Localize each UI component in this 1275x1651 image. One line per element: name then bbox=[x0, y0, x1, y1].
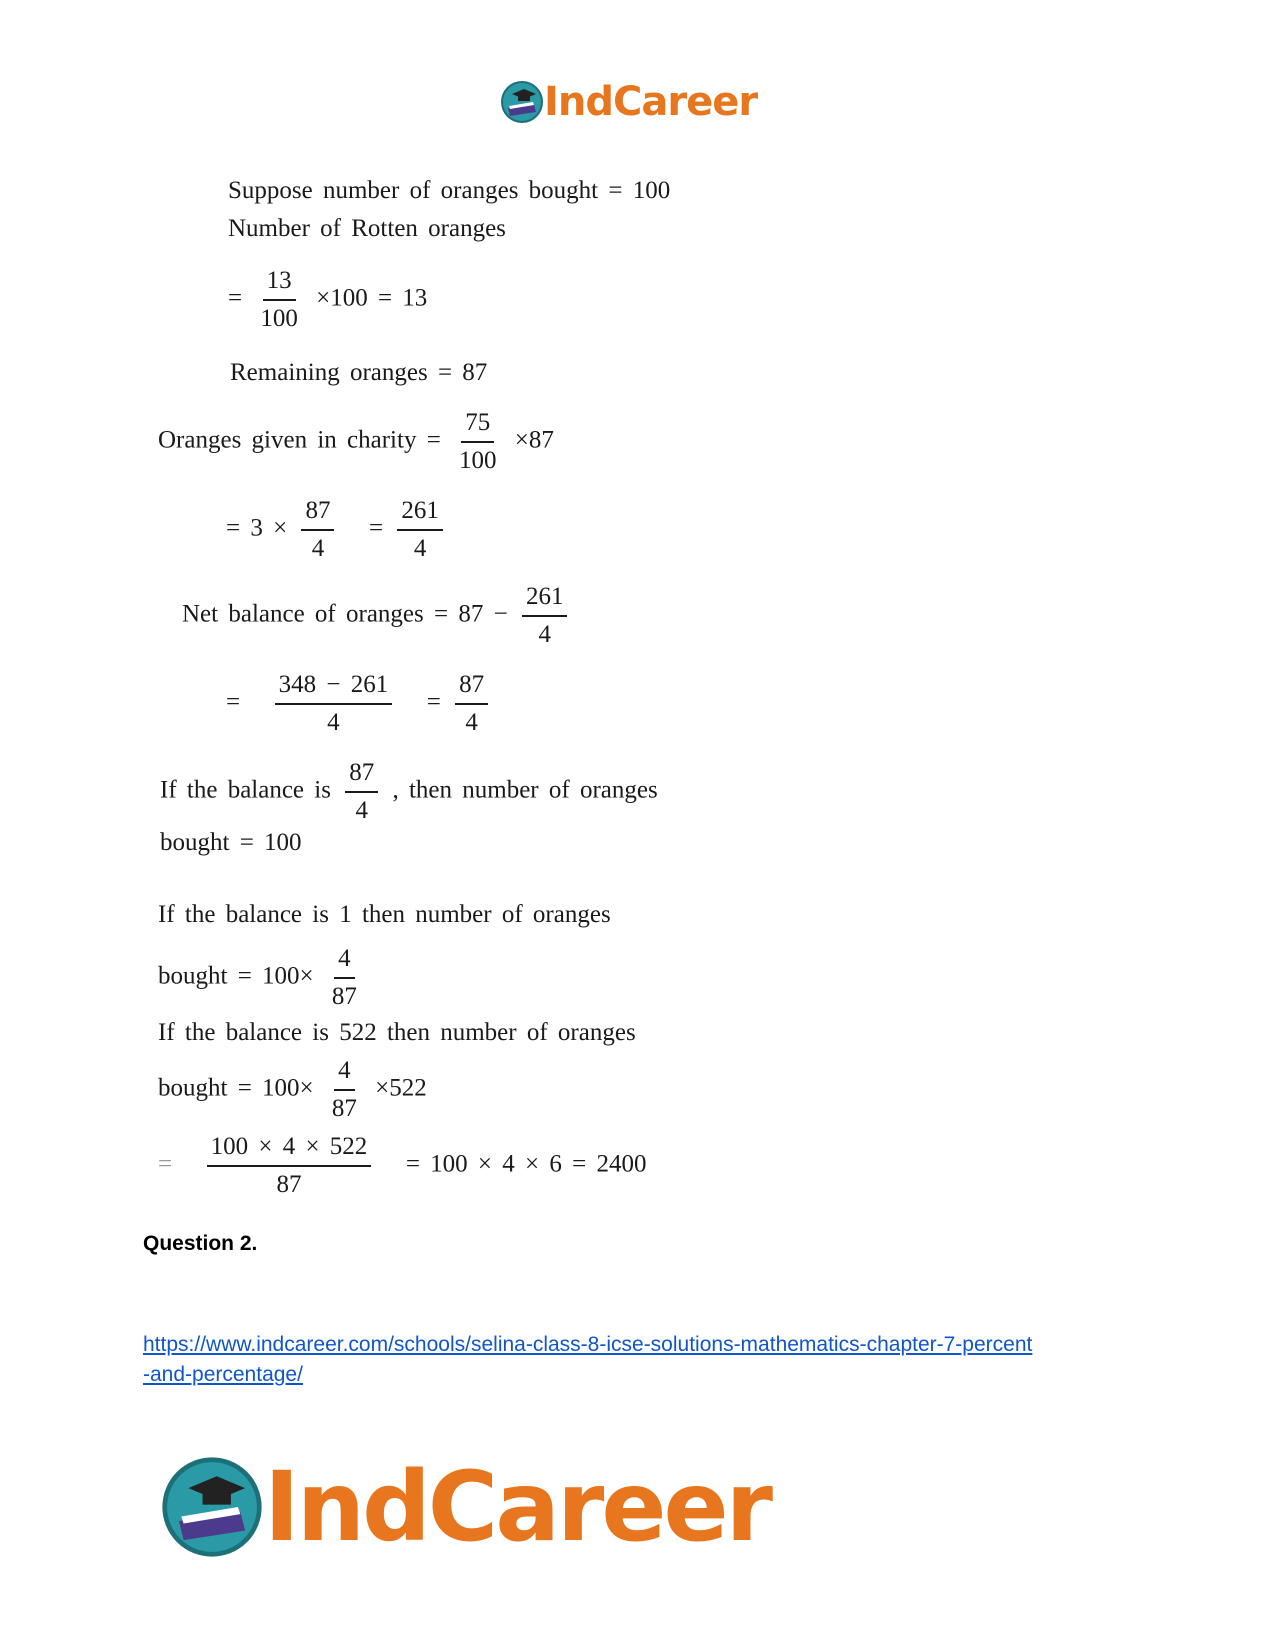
fraction: $\frac{87}{4}$ bbox=[455, 670, 488, 738]
indcareer-logo-bottom bbox=[160, 1452, 770, 1562]
fraction: $\frac{348 - 261}{4}$ bbox=[275, 670, 393, 738]
equation-charity: Oranges given in charity = $\frac{75}{100}$ ×87 bbox=[158, 409, 554, 474]
fraction: $\frac{100 \times 4 \times 522}{87}$ bbox=[207, 1132, 372, 1200]
graduation-book-icon bbox=[500, 80, 544, 124]
equation-net-balance-value: = $\frac{348 - 261}{4}$ = $\frac{87}{4}$ bbox=[226, 670, 492, 738]
equation-balance-522: bought = 100× $\frac{4}{87}$ ×522 bbox=[158, 1057, 427, 1122]
solution-line: Suppose number of oranges bought = 100 bbox=[228, 177, 671, 204]
fraction: $\frac{87}{4}$ bbox=[345, 758, 378, 826]
equation-rotten: = $\frac{13}{100}$ ×100 = 13 bbox=[228, 267, 428, 332]
graduation-book-icon bbox=[160, 1455, 264, 1559]
solution-line: If the balance is 522 then number of oranges bbox=[158, 1019, 636, 1046]
fraction: $\frac{87}{4}$ bbox=[301, 496, 334, 564]
equation-unit-balance: bought = 100× $\frac{4}{87}$ bbox=[158, 944, 365, 1012]
solution-line: If the balance is 1 then number of oranges bbox=[158, 901, 611, 928]
fraction: $\frac{75}{100}$ bbox=[459, 409, 497, 474]
solution-line: Remaining oranges = 87 bbox=[230, 359, 488, 386]
question-heading: Question 2. bbox=[143, 1232, 258, 1255]
equation-charity-value: = 3 × $\frac{87}{4}$ = $\frac{261}{4}$ bbox=[226, 496, 447, 564]
equation-net-balance: Net balance of oranges = 87 − $\frac{261}{4}$ bbox=[182, 582, 571, 650]
fraction: $\frac{4}{87}$ bbox=[331, 1057, 357, 1122]
solution-line: Number of Rotten oranges bbox=[228, 215, 506, 242]
logo-wordmark: IndCareer bbox=[264, 1451, 770, 1563]
fraction: $\frac{13}{100}$ bbox=[260, 267, 298, 332]
fraction: $\frac{261}{4}$ bbox=[522, 582, 568, 650]
equation-balance-ratio: If the balance is $\frac{87}{4}$ , then number of oranges bbox=[160, 759, 658, 824]
indcareer-logo-top bbox=[500, 78, 757, 126]
source-link[interactable]: https://www.indcareer.com/schools/selina-class-8-icse-solutions-mathematics-chapter-7-percent -and-percentage/ bbox=[143, 1333, 1033, 1386]
logo-wordmark: IndCareer bbox=[544, 79, 758, 125]
fraction: $\frac{261}{4}$ bbox=[397, 496, 443, 564]
equation-final-answer: = $\frac{100 \times 4 \times 522}{87}$ = 100 × 4 × 6 = 2400 bbox=[158, 1133, 647, 1198]
solution-line: bought = 100 bbox=[160, 829, 302, 856]
fraction: $\frac{4}{87}$ bbox=[331, 945, 357, 1010]
